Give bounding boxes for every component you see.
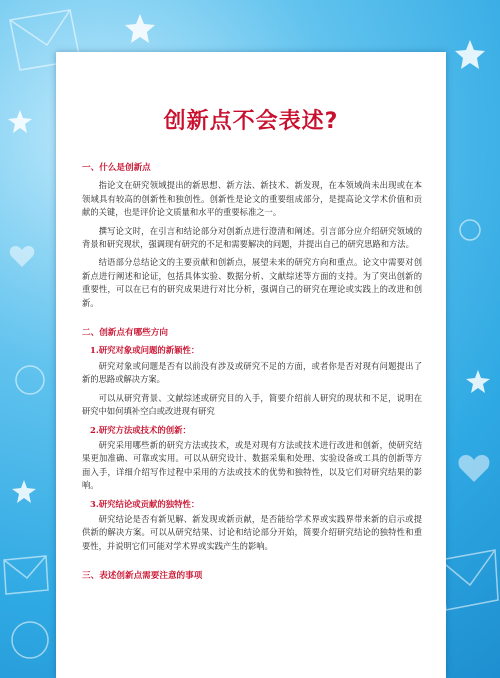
envelope-icon [4, 556, 48, 594]
section-heading: 一、什么是创新点 [82, 163, 151, 173]
page-title: 创新点不会表述? [163, 109, 339, 134]
envelope-icon [440, 550, 498, 610]
paragraph: 研究采用哪些新的研究方法或技术，或是对现有方法或技术进行改进和创新，使研究结果更加准确、可靠或实用。可以从研究设计、数据采集和处理、实验设备或工具的创新等方面入手，详细介绍写作过程中采用的方法或技术的优势和独特性，以及它们对研究结果的影响。 [82, 439, 422, 491]
star-icon [8, 110, 32, 133]
section-heading: 三、表述创新点需要注意的事项 [82, 571, 203, 582]
document-page [56, 52, 446, 678]
section-heading: 二、创新点有哪些方向 [82, 328, 168, 339]
heart-icon [10, 246, 35, 267]
star-icon [125, 14, 155, 43]
heart-icon [459, 455, 490, 482]
star-icon [466, 370, 490, 393]
paragraph: 撰写论文时，在引言和结论部分对创新点进行澄清和阐述。引言部分应介绍研究领域的背景和研究现状，强调现有研究的不足和需要解决的问题，并提出自己的研究思路和方法。 [82, 225, 422, 250]
subsection-heading: 3.研究结论或贡献的独特性： [90, 498, 200, 509]
bubble-icon [460, 220, 480, 240]
subsection-heading: 2.研究方法或技术的创新： [90, 424, 191, 435]
document-body [82, 162, 422, 588]
bubble-icon [12, 622, 48, 658]
paragraph: 结语部分总结论文的主要贡献和创新点，展望未来的研究方向和重点。论文中需要对创新点进行阐述和论证，包括具体实验、数据分析、文献综述等方面的支持。为了突出创新的重要性，可以在已有的研究成果进行对比分析，强调自己的研究在理论或实践上的改进和创新。 [82, 257, 422, 308]
paragraph: 可以从研究背景、文献综述或研究目的入手，简要介绍前人研究的现状和不足，说明在研究中如何填补空白或改进现有研究 [82, 392, 422, 417]
paragraph: 研究结论是否有新见解、新发现或新贡献，是否能给学术界或实践界带来新的启示或提供新的解决方案。可以从研究结果、讨论和结论部分开始，简要介绍研究结论的独特性和重要性，并说明它们可能对学术界或实践产生的影响。 [82, 513, 422, 551]
star-icon [12, 480, 36, 503]
paragraph: 指论文在研究领域提出的新思想、新方法、新技术、新发现，在本领域尚未出现或在本领域具有较高的创新性和独创性。创新性是论文的重要组成部分，是提高论文学术价值和贡献的关键，也是评价论文质量和水平的重要标准之一。 [82, 180, 422, 218]
paragraph: 研究对象或问题是否有以前没有涉及或研究不足的方面，或者你是否对现有问题提出了新的思路或解决方案。 [82, 360, 422, 385]
subsection-heading: 1.研究对象或问题的新颖性： [90, 345, 200, 356]
bubble-icon [16, 366, 44, 394]
star-icon [455, 40, 485, 69]
